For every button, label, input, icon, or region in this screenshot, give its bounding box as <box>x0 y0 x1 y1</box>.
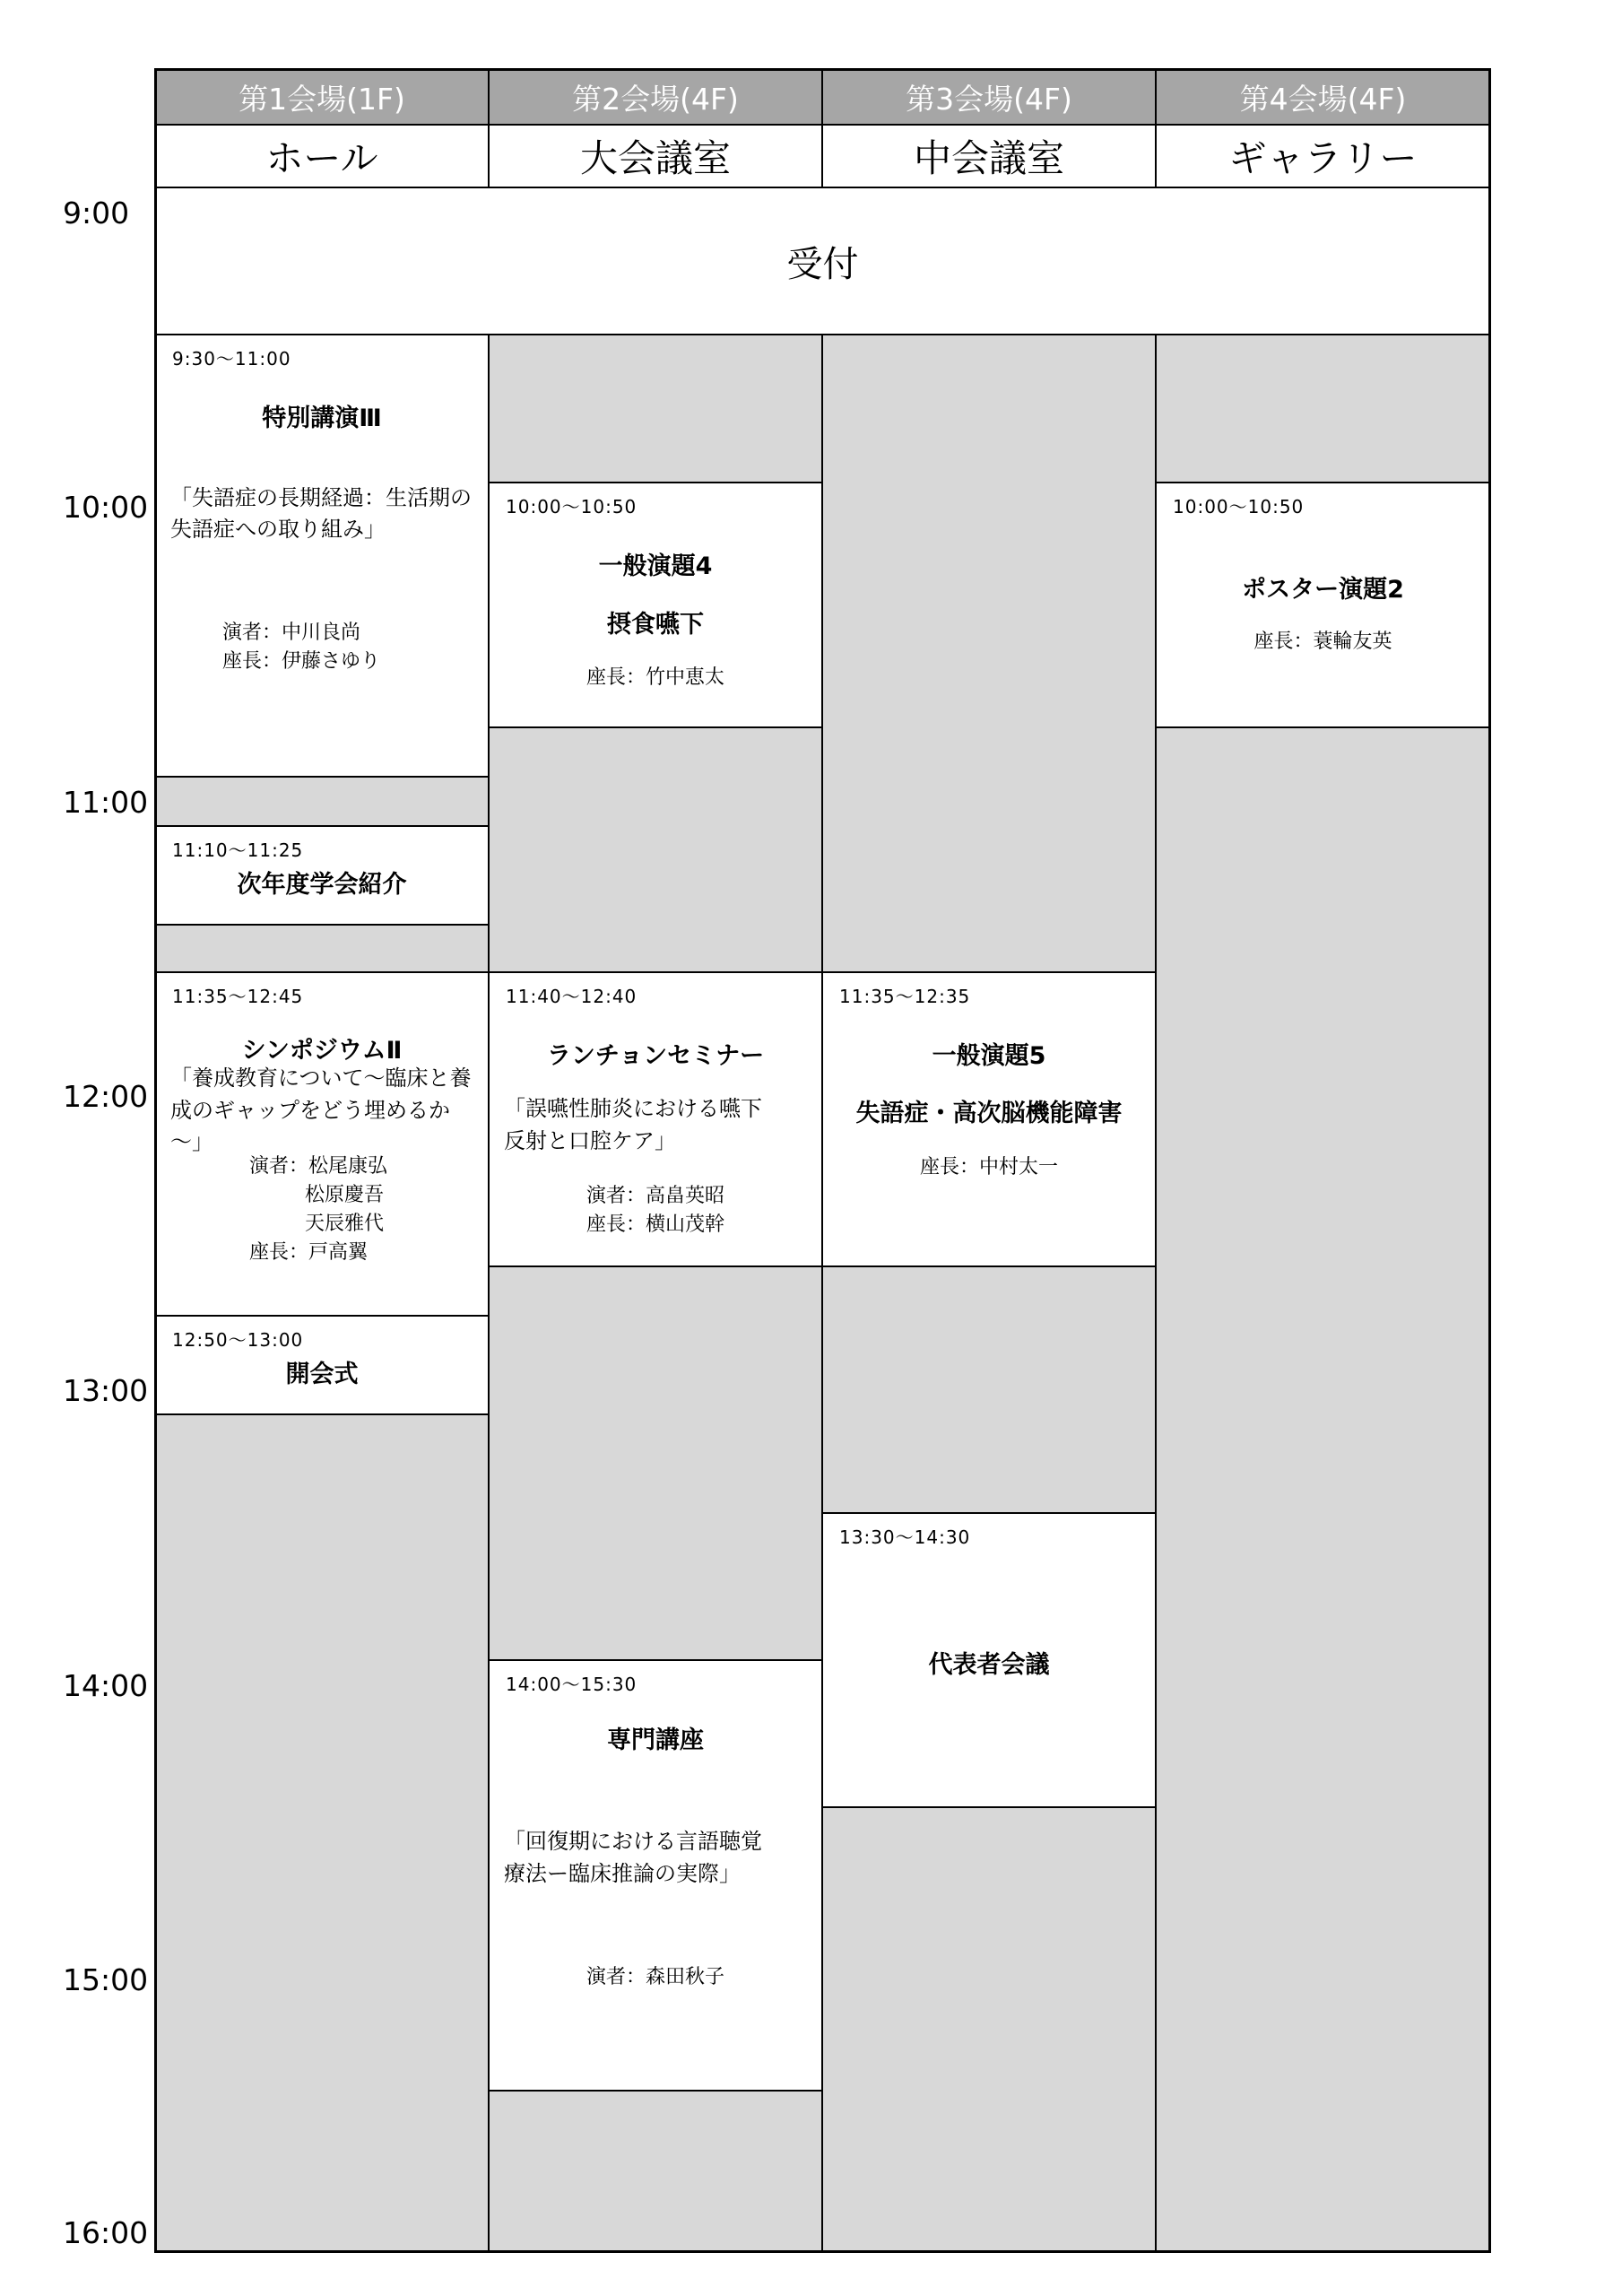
room-header-hall: ホール <box>154 124 490 188</box>
empty-slot <box>1155 334 1491 483</box>
time-label-16: 16:00 <box>63 2215 149 2250</box>
empty-slot <box>488 1265 823 1661</box>
venue-header-1: 第1会場(1F) <box>154 68 490 126</box>
event-speaker: 演者：松尾康弘 <box>249 1155 388 1178</box>
event-speaker: 演者：高畠英昭 <box>585 1185 724 1207</box>
event-representatives-meeting <box>821 1512 1157 1808</box>
event-time: 9:30～11:00 <box>172 348 291 370</box>
room-header-medium: 中会議室 <box>821 124 1157 188</box>
empty-slot <box>821 1265 1157 1514</box>
event-title: 専門講座 <box>607 1726 704 1754</box>
event-time: 14:00～15:30 <box>506 1674 638 1695</box>
reception-label: 受付 <box>786 243 859 285</box>
event-subtitle-line-2: 失語症への取り組み」 <box>170 517 386 542</box>
event-subtitle-line-2: 成のギャップをどう埋めるか～」 <box>170 1098 450 1154</box>
event-general-5 <box>821 971 1157 1267</box>
event-chair: 座長：伊藤さゆり <box>222 650 381 673</box>
time-label-13: 13:00 <box>63 1373 149 1408</box>
time-label-12: 12:00 <box>63 1079 149 1114</box>
event-chair: 座長：竹中恵太 <box>585 666 724 689</box>
event-next-year-intro <box>154 825 490 926</box>
event-time: 13:30～14:30 <box>839 1526 971 1548</box>
time-label-10: 10:00 <box>63 490 149 525</box>
room-header-gallery: ギャラリー <box>1155 124 1491 188</box>
event-opening-ceremony <box>154 1315 490 1415</box>
event-time: 11:40～12:40 <box>506 986 638 1007</box>
room-header-large: 大会議室 <box>488 124 823 188</box>
event-time: 12:50～13:00 <box>172 1329 304 1351</box>
event-topic: 失語症・高次脳機能障害 <box>855 1100 1123 1127</box>
time-label-11: 11:00 <box>63 785 149 820</box>
event-title: 特別講演Ⅲ <box>262 404 382 432</box>
event-speaker: 天辰雅代 <box>305 1213 385 1235</box>
event-chair: 座長：蓑輪友英 <box>1253 631 1392 653</box>
event-title: ランチョンセミナー <box>546 1042 765 1070</box>
event-subtitle-line-2: 反射と口腔ケア」 <box>504 1128 676 1153</box>
event-time: 11:10～11:25 <box>172 839 304 861</box>
reception-block <box>154 187 1491 335</box>
event-speaker: 演者：森田秋子 <box>585 1966 724 1988</box>
empty-slot <box>154 776 490 827</box>
event-subtitle-line-2: 療法ー臨床推論の実際」 <box>504 1861 741 1886</box>
empty-slot <box>821 334 1157 973</box>
event-title: 開会式 <box>285 1361 359 1388</box>
empty-slot <box>154 924 490 973</box>
venue-header-2: 第2会場(4F) <box>488 68 823 126</box>
venue-header-4: 第4会場(4F) <box>1155 68 1491 126</box>
empty-slot <box>488 726 823 973</box>
event-subtitle-line-1: 「回復期における言語聴覚 <box>504 1829 762 1854</box>
event-speaker: 演者：中川良尚 <box>222 622 361 644</box>
event-topic: 摂食嚥下 <box>607 611 704 639</box>
event-specialist-course <box>488 1659 823 2092</box>
time-label-14: 14:00 <box>63 1668 149 1703</box>
event-special-lecture-3 <box>154 334 490 778</box>
event-time: 10:00～10:50 <box>1173 496 1305 517</box>
time-label-9: 9:00 <box>63 196 130 230</box>
event-luncheon-seminar <box>488 971 823 1267</box>
empty-slot <box>488 2090 823 2253</box>
event-title: 一般演題5 <box>932 1042 1046 1070</box>
empty-slot <box>821 1806 1157 2253</box>
event-title: 一般演題4 <box>598 552 713 580</box>
event-chair: 座長：戸高翼 <box>249 1241 369 1264</box>
event-subtitle-line-1: 「誤嚥性肺炎における嚥下 <box>504 1096 762 1121</box>
empty-slot <box>154 1413 490 2253</box>
event-time: 11:35～12:45 <box>172 986 304 1007</box>
venue-header-3: 第3会場(4F) <box>821 68 1157 126</box>
empty-slot <box>1155 726 1491 2253</box>
event-general-4 <box>488 482 823 728</box>
event-symposium-2 <box>154 971 490 1317</box>
event-time: 10:00～10:50 <box>506 496 638 517</box>
event-time: 11:35～12:35 <box>839 986 971 1007</box>
event-speaker: 松原慶吾 <box>305 1184 385 1206</box>
time-label-15: 15:00 <box>63 1962 149 1997</box>
event-title: 次年度学会紹介 <box>237 871 407 899</box>
event-title: シンポジウムⅡ <box>241 1037 403 1065</box>
empty-slot <box>488 334 823 483</box>
event-title: 代表者会議 <box>928 1651 1050 1679</box>
event-chair: 座長：中村太一 <box>919 1156 1058 1178</box>
event-poster-2 <box>1155 482 1491 728</box>
event-title: ポスター演題2 <box>1242 576 1404 604</box>
event-subtitle-line-1: 「失語症の長期経過：生活期の <box>170 485 472 510</box>
event-subtitle-line-1: 「養成教育について～臨床と養 <box>170 1065 472 1091</box>
event-chair: 座長：横山茂幹 <box>585 1213 724 1236</box>
